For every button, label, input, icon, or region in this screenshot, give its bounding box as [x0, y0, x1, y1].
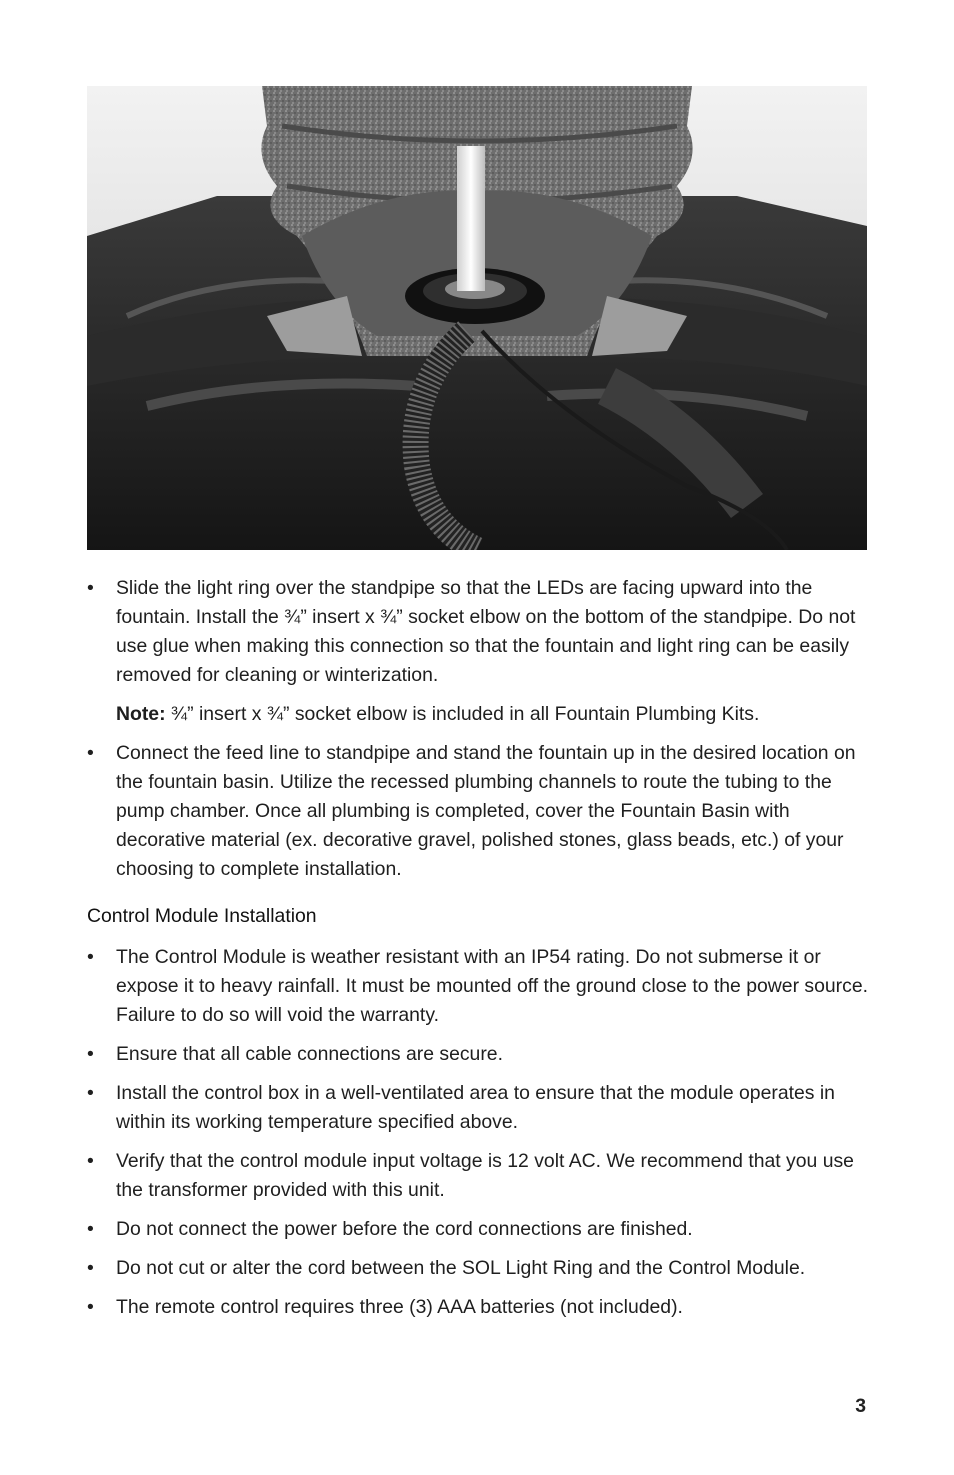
- fountain-photo: [87, 86, 867, 550]
- list-item: [87, 943, 877, 1030]
- bullet-glyph: •: [87, 1150, 94, 1172]
- fountain-illustration: [87, 86, 867, 550]
- list-item-text: Do not connect the power before the cord connections are finished.: [116, 1218, 693, 1240]
- list-item-text: Verify that the control module input voltage is 12 volt AC. We recommend that you use the transformer provided with this unit.: [116, 1150, 854, 1201]
- list-item-text: The remote control requires three (3) AAA batteries (not included).: [116, 1296, 683, 1318]
- page-number: 3: [855, 1395, 866, 1417]
- list-item-text: Slide the light ring over the standpipe so that the LEDs are facing upward into the fountain. Install the ¾” insert x ¾” socket elbow on the bottom of the standpipe. Do not use glue when making this connection so that the fountain and light ring can be easily removed for cleaning or winterization.: [116, 577, 856, 686]
- note-text: ¾” insert x ¾” socket elbow is included in all Fountain Plumbing Kits.: [165, 703, 760, 725]
- list-item: [87, 1040, 877, 1069]
- bullet-glyph: •: [87, 577, 94, 599]
- bullet-glyph: •: [87, 1082, 94, 1104]
- bullet-glyph: •: [87, 1257, 94, 1279]
- section-heading: Control Module Installation: [87, 905, 317, 927]
- list-item-text: Do not cut or alter the cord between the SOL Light Ring and the Control Module.: [116, 1257, 806, 1279]
- list-item: [87, 574, 877, 690]
- list-item-text: Ensure that all cable connections are secure.: [116, 1043, 503, 1065]
- note-paragraph: [87, 700, 877, 729]
- list-item-text: Install the control box in a well-ventilated area to ensure that the module operates in within its working temperature specified above.: [116, 1082, 835, 1133]
- bullet-glyph: •: [87, 1296, 94, 1318]
- list-item: [87, 1079, 877, 1137]
- note-label: Note:: [116, 703, 166, 725]
- instructions-body: [87, 574, 877, 1332]
- bullet-glyph: •: [87, 1218, 94, 1240]
- list-item: [87, 1293, 877, 1322]
- list-item-text: Connect the feed line to standpipe and stand the fountain up in the desired location on the fountain basin. Utilize the recessed plumbing channels to route the tubing to the pump chamber. Once all plumbing is completed, cover the Fountain Basin with decorative material (ex. decorative gravel, polished stones, glass beads, etc.) of your choosing to complete installation.: [116, 742, 856, 880]
- list-item: [87, 739, 877, 884]
- bullet-glyph: •: [87, 946, 94, 968]
- bullet-glyph: •: [87, 742, 94, 764]
- list-item-text: The Control Module is weather resistant with an IP54 rating. Do not submerse it or expose it to heavy rainfall. It must be mounted off the ground close to the power source. Failure to do so will void the warranty.: [116, 946, 869, 1026]
- list-item: [87, 1215, 877, 1244]
- list-item: [87, 1254, 877, 1283]
- bullet-glyph: •: [87, 1043, 94, 1065]
- list-item: [87, 1147, 877, 1205]
